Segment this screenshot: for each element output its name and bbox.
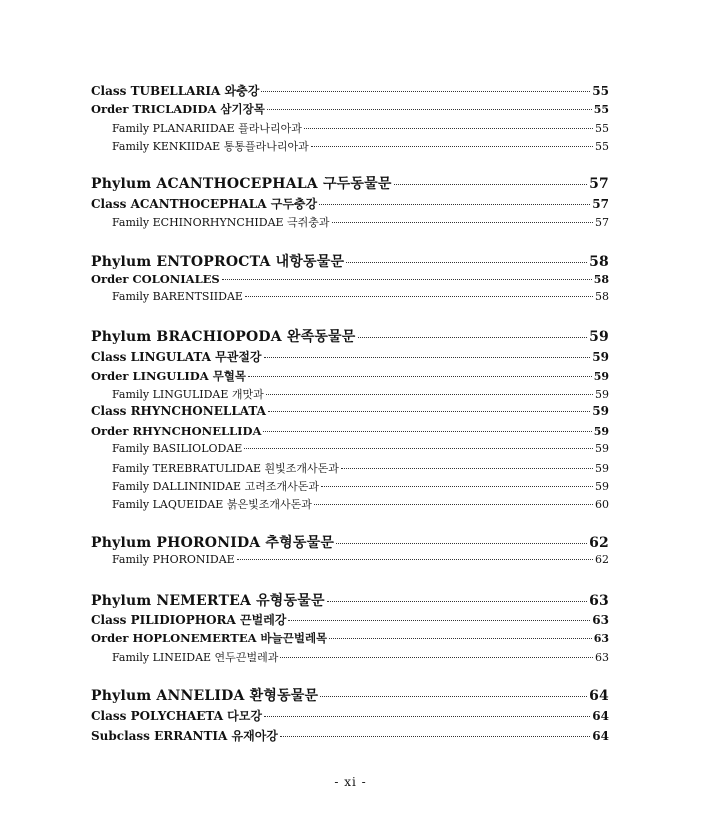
dot-leader (311, 146, 593, 147)
toc-entry-label: Family PLANARIIDAE 플라나리아과 (112, 122, 302, 135)
toc-entry-page: 64 (592, 729, 609, 743)
dot-leader (264, 357, 591, 358)
toc-entry-page: 55 (595, 122, 609, 135)
toc-entry-family (91, 553, 609, 566)
toc-entry-class (91, 195, 609, 212)
dot-leader (336, 543, 587, 544)
toc-entry-label: Phylum BRACHIOPODA 완족동물문 (91, 329, 356, 345)
toc-entry-label: Family ECHINORHYNCHIDAE 극쥐충과 (112, 216, 330, 229)
toc-entry-page: 59 (595, 462, 609, 475)
toc-entry-family (91, 442, 609, 455)
toc-entry-label: Order HOPLONEMERTEA 바늘끈벌레목 (91, 631, 328, 645)
toc-entry-page: 59 (593, 370, 609, 383)
toc-entry-order (91, 424, 609, 438)
toc-entry-class (91, 348, 609, 365)
toc-entry-family (91, 460, 609, 476)
toc-entry-label: Class RHYNCHONELLATA (91, 404, 266, 418)
toc-entry-label: Phylum PHORONIDA 추형동물문 (91, 535, 335, 551)
toc-entry-label: Family BARENTSIIDAE (112, 290, 243, 303)
toc-entry-page: 55 (592, 84, 609, 98)
toc-entry-label: Order LINGULIDA 무혈목 (91, 369, 247, 383)
toc-entry-page: 59 (593, 425, 609, 438)
toc-entry-order (91, 101, 609, 117)
toc-entry-page: 58 (595, 290, 609, 303)
toc-entry-page: 63 (589, 593, 609, 609)
dot-leader (245, 296, 593, 297)
page-number-footer: - xi - (334, 775, 367, 789)
dot-leader (237, 559, 593, 560)
dot-leader (341, 468, 593, 469)
toc-entry-label: Class ACANTHOCEPHALA 구두충강 (91, 197, 318, 211)
toc-entry-page: 59 (595, 442, 609, 455)
toc-entry-order (91, 630, 609, 646)
toc-entry-phylum (91, 326, 609, 346)
toc-entry-label: Class PILIDIOPHORA 끈벌레강 (91, 613, 287, 627)
toc-entry-class (91, 404, 609, 418)
toc-entry-class (91, 82, 609, 99)
toc-entry-label: Order TRICLADIDA 삼기장목 (91, 102, 265, 116)
toc-entry-page: 55 (593, 103, 609, 116)
dot-leader (394, 184, 588, 185)
toc-entry-class (91, 707, 609, 724)
toc-entry-page: 60 (595, 498, 609, 511)
dot-leader (329, 638, 592, 639)
toc-entry-page: 63 (593, 632, 609, 645)
toc-entry-label: Family LINGULIDAE 개맛과 (112, 388, 264, 401)
dot-leader (314, 504, 593, 505)
toc-entry-page: 62 (595, 553, 609, 566)
toc-entry-family (91, 290, 609, 303)
toc-entry-phylum (91, 251, 609, 271)
dot-leader (280, 657, 593, 658)
toc-entry-label: Class POLYCHAETA 다모강 (91, 709, 262, 723)
toc-entry-page: 58 (593, 273, 609, 286)
toc-entry-label: Order COLONIALES (91, 272, 220, 286)
toc-entry-label: Subclass ERRANTIA 유재아강 (91, 729, 278, 743)
toc-entry-family (91, 214, 609, 230)
dot-leader (263, 431, 591, 432)
toc-entry-page: 63 (595, 651, 609, 664)
dot-leader (288, 620, 590, 621)
toc-entry-page: 62 (589, 535, 609, 551)
toc-entry-family (91, 138, 609, 154)
toc-entry-label: Phylum ANNELIDA 환형동물문 (91, 688, 319, 704)
dot-leader (266, 394, 593, 395)
dot-leader (244, 448, 593, 449)
dot-leader (319, 204, 590, 205)
toc-entry-family (91, 478, 609, 494)
dot-leader (304, 128, 593, 129)
toc-entry-order (91, 368, 609, 384)
toc-entry-page: 59 (592, 404, 609, 418)
toc-entry-family (91, 496, 609, 512)
toc-entry-page: 63 (592, 613, 609, 627)
toc-entry-phylum (91, 685, 609, 705)
toc-entry-page: 57 (595, 216, 609, 229)
toc-entry-family (91, 120, 609, 136)
toc-entry-label: Family LINEIDAE 연두끈벌레과 (112, 651, 279, 664)
toc-entry-page: 59 (589, 329, 609, 345)
toc-entry-label: Order RHYNCHONELLIDA (91, 424, 262, 438)
toc-entry-phylum (91, 173, 609, 193)
toc-entry-page: 58 (589, 254, 609, 270)
toc-entry-label: Phylum NEMERTEA 유형동물문 (91, 593, 325, 609)
toc-entry-label: Family PHORONIDAE (112, 553, 235, 566)
toc-entry-page: 59 (592, 350, 609, 364)
toc-entry-phylum (91, 590, 609, 610)
toc-entry-label: Family TEREBRATULIDAE 흰빛조개사돈과 (112, 462, 339, 475)
dot-leader (222, 279, 592, 280)
dot-leader (346, 262, 587, 263)
toc-entry-label: Family KENKIIDAE 통통플라나리아과 (112, 140, 309, 153)
dot-leader (261, 91, 590, 92)
toc-entry-label: Family LAQUEIDAE 붉은빛조개사돈과 (112, 498, 312, 511)
dot-leader (332, 222, 593, 223)
toc-entry-label: Phylum ACANTHOCEPHALA 구두동물문 (91, 176, 392, 192)
dot-leader (268, 411, 590, 412)
dot-leader (264, 716, 590, 717)
dot-leader (267, 109, 592, 110)
dot-leader (327, 601, 587, 602)
toc-entry-page: 59 (595, 480, 609, 493)
toc-entry-label: Phylum ENTOPROCTA 내항동물문 (91, 254, 345, 270)
dot-leader (320, 696, 587, 697)
toc-entry-page: 57 (592, 197, 609, 211)
toc-entry-family (91, 649, 609, 665)
toc-entry-page: 57 (589, 176, 609, 192)
toc-entry-label: Family BASILIOLODAE (112, 442, 243, 455)
dot-leader (280, 736, 590, 737)
toc-entry-phylum (91, 532, 609, 552)
dot-leader (321, 486, 593, 487)
dot-leader (358, 337, 588, 338)
toc-entry-page: 64 (592, 709, 609, 723)
toc-entry-page: 64 (589, 688, 609, 704)
toc-entry-page: 59 (595, 388, 609, 401)
toc-entry-order (91, 272, 609, 286)
toc-entry-family (91, 386, 609, 402)
toc-entry-page: 55 (595, 140, 609, 153)
toc-entry-label: Family DALLININIDAE 고려조개사돈과 (112, 480, 319, 493)
toc-entry-label: Class LINGULATA 무관절강 (91, 350, 262, 364)
toc-entry-class (91, 611, 609, 628)
toc-entry-class (91, 727, 609, 744)
toc-entry-label: Class TUBELLARIA 와충강 (91, 84, 260, 98)
dot-leader (248, 376, 592, 377)
